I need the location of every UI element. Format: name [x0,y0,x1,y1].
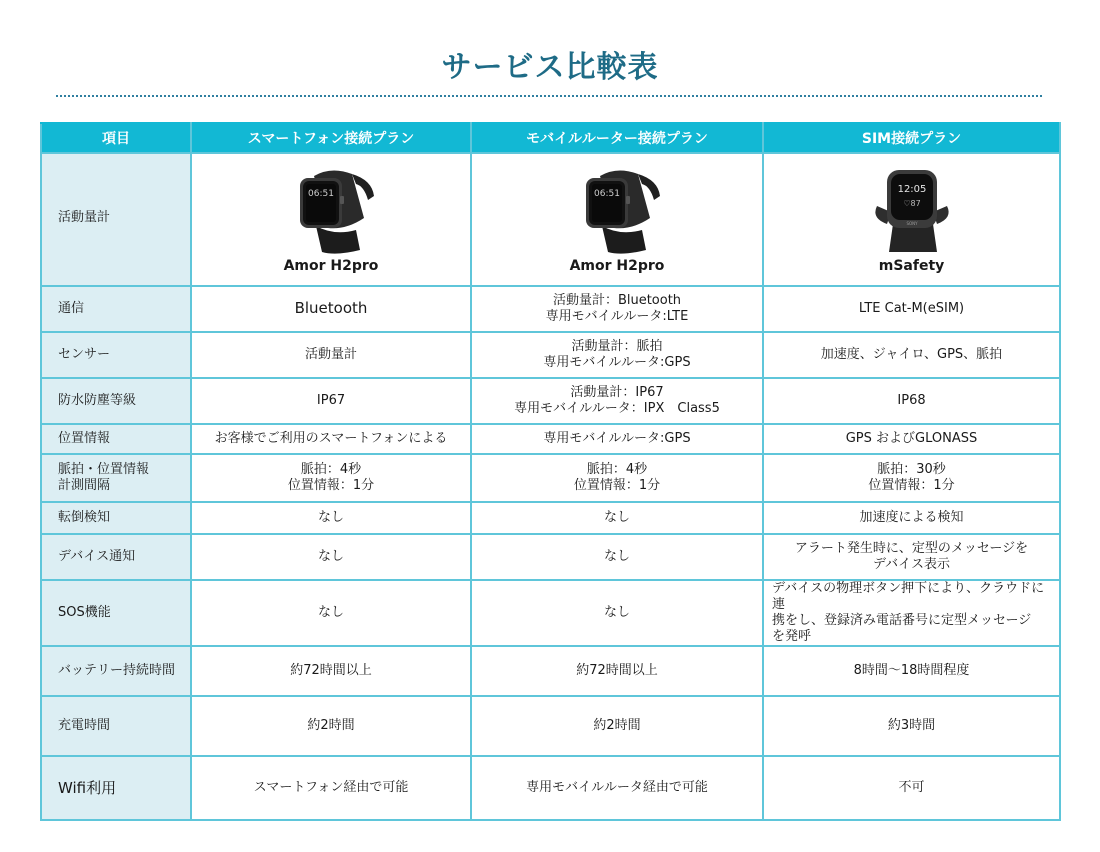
table-row [41,378,1060,424]
watch-heart-rate-text: ♡87 [902,198,921,208]
header-row [41,123,1060,153]
device-name: Amor H2pro [569,257,665,274]
table-cell: なし [471,534,763,580]
msafety-watch-icon [867,166,957,254]
row-header: SOS機能 [41,580,191,646]
table-cell: 加速度、ジャイロ、GPS、脈拍 [763,332,1060,378]
table-row [41,696,1060,756]
comparison-table [40,122,1061,821]
table-cell: 活動量計 [191,332,471,378]
table-cell: スマートフォン経由で可能 [191,756,471,820]
watch-time-text: 06:51 [308,188,334,199]
table-row [41,580,1060,646]
device-row [41,153,1060,286]
table-row [41,534,1060,580]
table-cell: なし [191,502,471,534]
row-header-activity-tracker: 活動量計 [41,153,191,286]
table-cell: 脈拍：4秒 位置情報：1分 [471,454,763,502]
header-item: 項目 [41,123,191,153]
table-cell: デバイスの物理ボタン押下により、クラウドに連 携をし、登録済み電話番号に定型メッセージ を発呼 [763,580,1060,646]
table-cell: IP67 [191,378,471,424]
title-divider [56,95,1042,97]
header-mobile-router-plan: モバイルルーター接続プラン [471,123,763,153]
device-cell-smartphone [191,153,471,286]
table-cell: 約72時間以上 [471,646,763,696]
table-cell: 活動量計：脈拍 専用モバイルルータ:GPS [471,332,763,378]
table-row [41,332,1060,378]
table-cell: 約2時間 [471,696,763,756]
row-header: 脈拍・位置情報 計測間隔 [41,454,191,502]
table-cell: 専用モバイルルータ:GPS [471,424,763,454]
table-row [41,424,1060,454]
device-cell-sim [763,153,1060,286]
row-header: センサー [41,332,191,378]
amor-watch-icon [286,166,376,254]
table-cell: なし [191,534,471,580]
table-row [41,454,1060,502]
table-cell: 専用モバイルルータ経由で可能 [471,756,763,820]
table-cell: 加速度による検知 [763,502,1060,534]
watch-brand-text: SONY [905,220,918,226]
table-cell: アラート発生時に、定型のメッセージを デバイス表示 [763,534,1060,580]
row-header: 位置情報 [41,424,191,454]
row-header: 通信 [41,286,191,332]
table-cell: 約2時間 [191,696,471,756]
device-cell-mobile-router [471,153,763,286]
table-row [41,646,1060,696]
watch-time-text: 06:51 [594,188,620,199]
table-cell: なし [471,502,763,534]
table-cell: なし [471,580,763,646]
table-cell: 約72時間以上 [191,646,471,696]
table-row [41,502,1060,534]
table-cell: 8時間～18時間程度 [763,646,1060,696]
table-cell: IP68 [763,378,1060,424]
table-cell: 脈拍：30秒 位置情報：1分 [763,454,1060,502]
device-name: Amor H2pro [283,257,379,274]
table-cell: 脈拍：4秒 位置情報：1分 [191,454,471,502]
amor-watch-icon [572,166,662,254]
row-header: 防水防塵等級 [41,378,191,424]
table-cell: 活動量計：Bluetooth 専用モバイルルータ:LTE [471,286,763,332]
table-cell: 約3時間 [763,696,1060,756]
header-sim-plan: SIM接続プラン [763,123,1060,153]
row-header: バッテリー持続時間 [41,646,191,696]
row-header: 転倒検知 [41,502,191,534]
device-name: mSafety [878,257,945,274]
table-cell: 不可 [763,756,1060,820]
table-cell: 活動量計：IP67 専用モバイルルータ：IPX Class5 [471,378,763,424]
watch-time-text: 12:05 [897,183,926,195]
table-row [41,756,1060,820]
row-header: 充電時間 [41,696,191,756]
table-cell: Bluetooth [191,286,471,332]
header-smartphone-plan: スマートフォン接続プラン [191,123,471,153]
row-header: デバイス通知 [41,534,191,580]
table-cell: LTE Cat-M(eSIM) [763,286,1060,332]
page-title: サービス比較表 [441,50,659,85]
table-cell: なし [191,580,471,646]
table-cell: GPS およびGLONASS [763,424,1060,454]
row-header: Wifi利用 [41,756,191,820]
table-row [41,286,1060,332]
table-cell: お客様でご利用のスマートフォンによる [191,424,471,454]
